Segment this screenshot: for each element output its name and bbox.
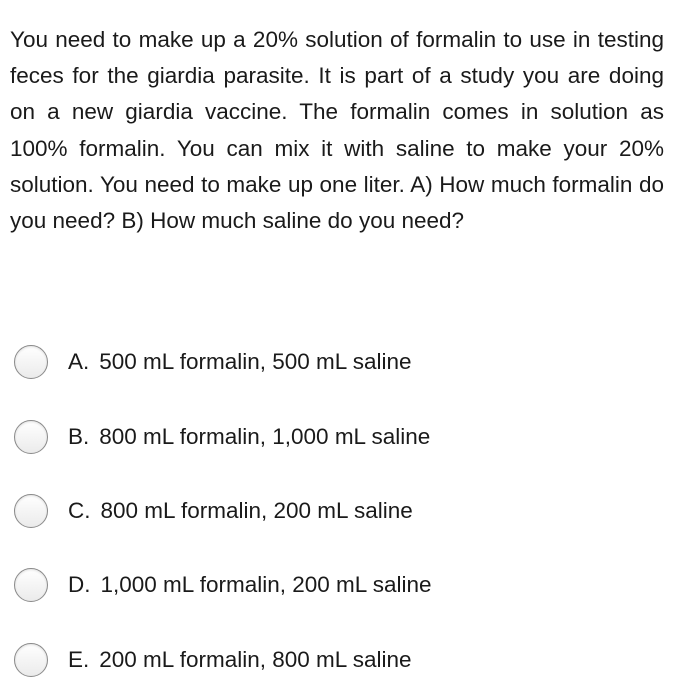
choice-answer: 800 mL formalin, 200 mL saline (100, 498, 413, 523)
choice-c[interactable] (14, 492, 413, 530)
choice-label (68, 424, 430, 450)
choice-letter: A. (68, 349, 90, 374)
choice-b[interactable] (14, 418, 430, 456)
choice-letter: E. (68, 647, 90, 672)
choice-e[interactable] (14, 641, 412, 679)
choice-answer: 800 mL formalin, 1,000 mL saline (99, 424, 431, 449)
choice-answer: 1,000 mL formalin, 200 mL saline (100, 572, 432, 597)
question-text: You need to make up a 20% solution of formalin to use in testing feces for the giardia parasite. It is part of a study you are doing on a new giardia vaccine. The formalin comes in solution as 100% formalin. You can mix it with saline to make your 20% solution. You need to make up one liter. A) How much formalin do you need? B) How much saline do you need? (10, 27, 664, 234)
choice-a[interactable] (14, 343, 412, 381)
choice-d[interactable] (14, 566, 432, 604)
radio-button-icon[interactable] (14, 345, 48, 379)
radio-button-icon[interactable] (14, 568, 48, 602)
choice-label (68, 572, 432, 598)
choice-label (68, 349, 412, 375)
radio-button-icon[interactable] (14, 420, 48, 454)
choice-letter: D. (68, 572, 91, 597)
radio-button-icon[interactable] (14, 494, 48, 528)
choice-letter: B. (68, 424, 90, 449)
radio-button-icon[interactable] (14, 643, 48, 677)
choice-answer: 200 mL formalin, 800 mL saline (99, 647, 412, 672)
choice-label (68, 498, 413, 524)
choice-letter: C. (68, 498, 91, 523)
choice-label (68, 647, 412, 673)
choice-answer: 500 mL formalin, 500 mL saline (99, 349, 412, 374)
